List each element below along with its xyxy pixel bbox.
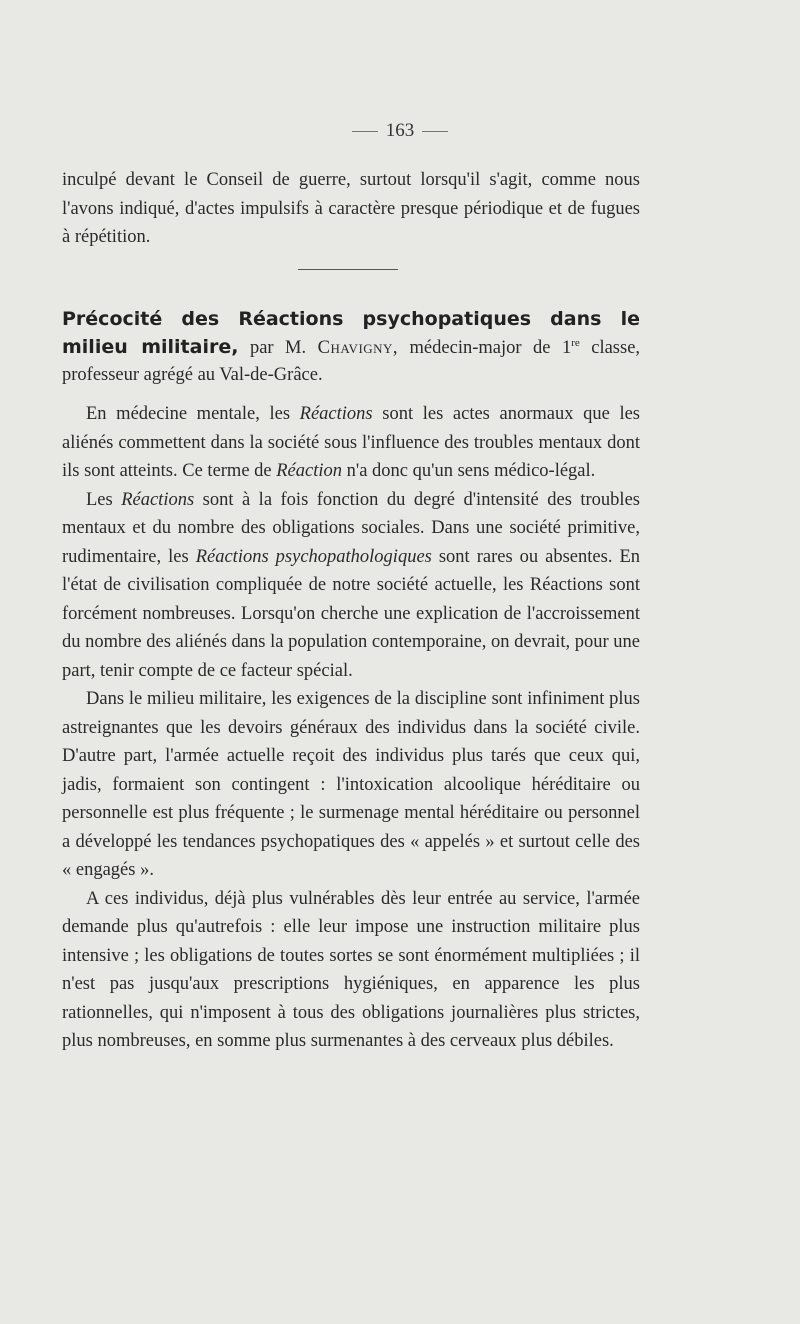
p2-d: Réactions psychopathologiques: [195, 546, 432, 567]
p1-e: n'a donc qu'un sens médico-légal.: [342, 461, 596, 481]
p2-c: sont à la fois fonction du degré d'intensité des troubles mentaux et du nombre des obligations sociales. Dans une société primitive, rudimentaire, les: [62, 489, 640, 567]
p1-a: En médecine mentale, les: [86, 404, 300, 424]
paragraph-3: Dans le milieu militaire, les exigences de la discipline sont infiniment plus astreignantes que les devoirs généraux des individus dans la société civile. D'autre part, l'armée actuelle reçoit des individus plus tarés que ceux qui, jadis, formaient son contingent : l'intoxication alcoolique héréditaire ou personnelle est plus fréquente ; le surmenage mental héréditaire ou personnel a développé les tendances psychopatiques des « appelés » et surtout celle des « engagés ».: [62, 689, 640, 880]
paragraph-2: [62, 486, 640, 686]
p1-b: Réactions: [299, 404, 373, 424]
section-divider: [298, 269, 398, 270]
article-role-b: classe, professeur agrégé au Val-de-Grâce.: [62, 338, 641, 385]
p2-a: Les: [86, 489, 122, 510]
paragraph-1: [62, 400, 640, 486]
article-role-a: médecin-major de 1: [409, 338, 572, 358]
p1-c: sont les actes anormaux que les aliénés commettent dans la société sous l'influence des troubles mentaux dont ils sont atteints. Ce terme de: [62, 404, 640, 481]
article-role-superscript: re: [571, 336, 580, 349]
p2-e: sont rares ou absentes. En l'état de civilisation compliquée de notre société actuelle, les Réactions sont forcément nombreuses. Lorsqu'on cherche une explication de l'accroissement du nombre des aliénés dans la population contemporaine, on devrait, pour une part, tenir compte de ce facteur spécial.: [62, 546, 640, 681]
intro-paragraph-text: inculpé devant le Conseil de guerre, surtout lorsqu'il s'agit, comme nous l'avons indiqué, d'actes impulsifs à caractère presque périodique et de fugues à répétition.: [62, 170, 640, 247]
article-body: [62, 400, 640, 1056]
paragraph-4: A ces individus, déjà plus vulnérables dès leur entrée au service, l'armée demande plus qu'autrefois : elle leur impose une instruction militaire plus intensive ; les obligations de toutes sortes se sont énormément multipliées ; il n'est pas jusqu'aux prescriptions hygiéniques, en apparence les plus rationnelles, qui n'imposent à tous des obligations journalières plus strictes, plus nombreuses, en somme plus surmenantes à des cerveaux plus débiles.: [62, 888, 640, 1051]
article-author: Chavigny,: [317, 338, 399, 358]
folio-dash-right: [422, 131, 448, 132]
article-by: par M.: [249, 338, 307, 358]
p1-d: Réaction: [276, 461, 343, 481]
intro-paragraph: [62, 166, 640, 252]
folio-dash-left: [352, 131, 378, 132]
article-title: Précocité des Réactions psychopatiques dans le milieu militaire,: [62, 308, 640, 358]
article-heading: [62, 306, 640, 389]
page-number: [0, 120, 800, 142]
page-number-value: 163: [385, 120, 415, 141]
p2-b: Réactions: [121, 489, 195, 510]
